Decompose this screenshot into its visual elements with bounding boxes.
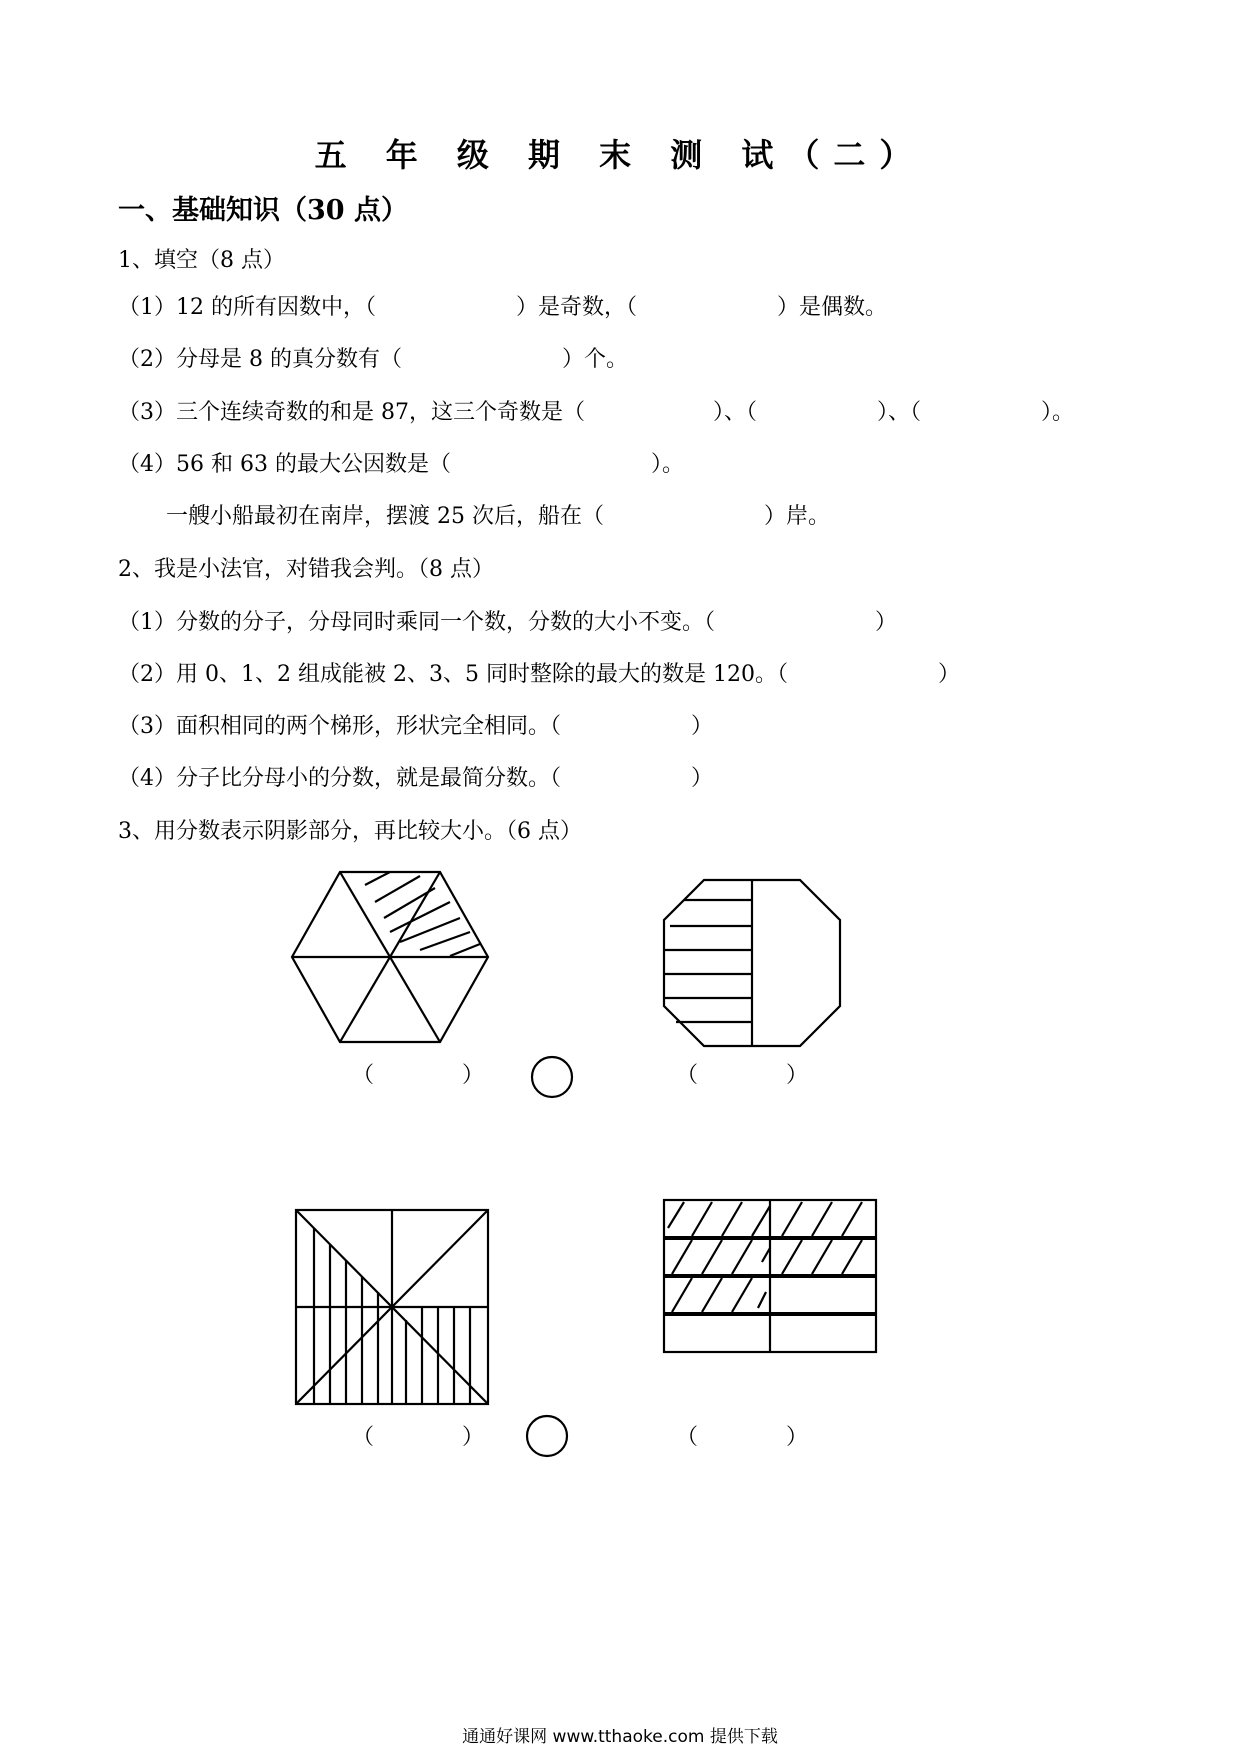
q1-item-1 <box>118 290 887 321</box>
q2-item-4-text-a: （4）分子比分母小的分数，就是最简分数。（ <box>118 766 561 791</box>
hexagon-figure <box>290 870 490 1045</box>
q1-item-3-text-d: ）。 <box>1041 400 1075 425</box>
q2-heading: 2、我是小法官，对错我会判。（8 点） <box>118 557 494 582</box>
octagon-figure <box>662 878 842 1048</box>
footer-source: 通通好课网 www.tthaoke.com 提供下载 <box>462 1727 778 1747</box>
q1-item-3-text-b: ）、（ <box>713 400 758 425</box>
square-figure <box>294 1208 490 1406</box>
q1-item-5-text-a: 一艘小船最初在南岸，摆渡 25 次后，船在（ <box>166 504 604 529</box>
q1-heading: 1、填空（8 点） <box>118 248 285 273</box>
compare-circle-1[interactable] <box>530 1055 574 1099</box>
q2-item-3 <box>118 709 713 740</box>
rectangle-grid-figure <box>662 1198 878 1354</box>
q1-item-4-text-b: ）。 <box>650 452 684 477</box>
q1-item-2-text-a: （2）分母是 8 的真分数有（ <box>118 347 402 372</box>
q2-item-1-text-a: （1）分数的分子，分母同时乘同一个数，分数的大小不变。（ <box>118 610 715 635</box>
answer-paren-fig2[interactable]: （ ） <box>676 1063 809 1088</box>
q1-item-1-text-c: ）是偶数。 <box>777 295 888 320</box>
q1-item-3-text-a: （3）三个连续奇数的和是 87，这三个奇数是（ <box>118 400 585 425</box>
q1-item-4 <box>118 447 684 478</box>
section-heading-basic: 一、基础知识（30 点） <box>118 195 408 226</box>
q1-item-1-text-b: ）是奇数，（ <box>516 295 638 320</box>
q1-item-3 <box>118 395 1074 426</box>
q3-heading: 3、用分数表示阴影部分，再比较大小。（6 点） <box>118 819 582 844</box>
answer-paren-fig3[interactable]: （ ） <box>352 1425 485 1450</box>
q1-item-2 <box>118 342 628 373</box>
answer-paren-fig4[interactable]: （ ） <box>676 1425 809 1450</box>
q2-item-1-text-b: ） <box>875 610 898 635</box>
q1-item-5-text-b: ）岸。 <box>763 504 830 529</box>
q1-item-2-text-b: ）个。 <box>561 347 628 372</box>
page-title: 五 年 级 期 末 测 试（二） <box>314 136 926 174</box>
q2-item-4 <box>118 761 713 792</box>
q2-item-3-text-b: ） <box>691 714 714 739</box>
q1-item-5 <box>166 499 830 530</box>
q2-item-1 <box>118 605 897 636</box>
answer-paren-fig1[interactable]: （ ） <box>352 1063 485 1088</box>
q2-item-2-text-b: ） <box>937 662 960 687</box>
q2-item-3-text-a: （3）面积相同的两个梯形，形状完全相同。（ <box>118 714 561 739</box>
q1-item-3-text-c: ）、（ <box>877 400 922 425</box>
q2-item-2 <box>118 657 960 688</box>
q1-item-4-text-a: （4）56 和 63 的最大公因数是（ <box>118 452 451 477</box>
q1-item-1-text-a: （1）12 的所有因数中，（ <box>118 295 376 320</box>
compare-circle-2[interactable] <box>525 1414 569 1458</box>
q2-item-2-text-a: （2）用 0、1、2 组成能被 2、3、5 同时整除的最大的数是 120。（ <box>118 662 788 687</box>
q2-item-4-text-b: ） <box>691 766 714 791</box>
